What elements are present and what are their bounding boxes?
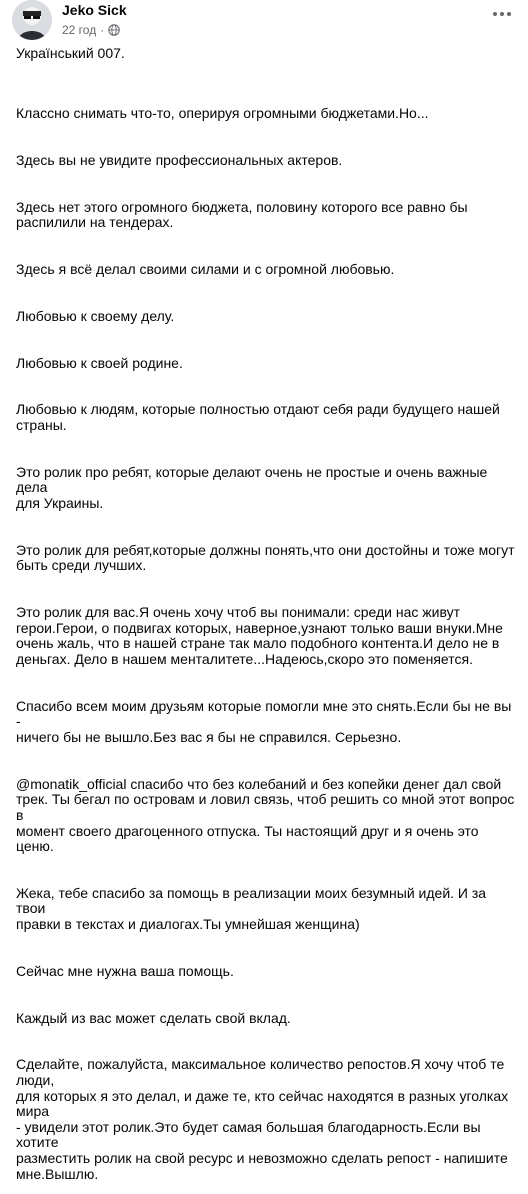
post-paragraph: Здесь нет этого огромного бюджета, половину которого все равно бы распилили на тендерах.: [16, 198, 468, 231]
avatar-image: [12, 0, 52, 40]
post-paragraph: Каждый из вас может сделать свой вклад.: [16, 1009, 291, 1026]
post-title: Український 007.: [16, 45, 125, 61]
post-body: [16, 44, 516, 1194]
post-paragraph: Жека, тебе спасибо за помощь в реализации моих безумный идей. И за твои правки в текстах и диалогах.Ты умнейшая женщина): [16, 884, 487, 933]
post-paragraph: Любовью к своей родине.: [16, 354, 183, 371]
post-paragraph: Сейчас мне нужна ваша помощь.: [16, 962, 234, 979]
post-paragraph: Это ролик про ребят, которые делают очень не простые и очень важные дела для Украины.: [16, 463, 488, 512]
author-avatar[interactable]: [12, 0, 52, 40]
more-options-icon: [492, 11, 512, 17]
post-paragraph: Сделайте, пожалуйста, максимальное количество репостов.Я хочу чтоб те люди, для которых я это делал, и даже те, кто сейчас находятся в разных уголках мира - увидели этот ролик.Это будет самая большая благодарность.Если вы хотите разместить ролик на свой ресурс и невозможно сделать репост - напишите мне.Вышлю.: [16, 1056, 509, 1182]
more-options-button[interactable]: [488, 4, 516, 24]
author-name[interactable]: Jeko Sick: [62, 2, 127, 18]
post-timestamp[interactable]: 22 год: [62, 23, 97, 37]
post-paragraph: Это ролик для ребят,которые должны понять,что они достойны и тоже могут быть среди лучших.: [16, 541, 515, 574]
post-paragraph: Любовью к людям, которые полностью отдают себя ради будущего нашей страны.: [16, 401, 500, 434]
post-paragraph: Это ролик для вас.Я очень хочу чтоб вы понимали: среди нас живут герои.Герои, о подвигах которых, наверное,узнают только ваши внуки.Мне очень жаль, что в нашей стране так мало подобного контента.И дело не в деньгах. Дело в нашем менталитете...Надеюсь,скоро это поменяется.: [16, 604, 503, 667]
post-paragraph: Здесь я всё делал своими силами и с огромной любовью.: [16, 261, 395, 278]
globe-icon[interactable]: [108, 24, 120, 36]
post-paragraph: Любовью к своему делу.: [16, 307, 175, 324]
post-text: [16, 75, 516, 1194]
post-meta: [62, 23, 120, 37]
post-paragraph: Классно снимать что-то, оперируя огромными бюджетами.Но...: [16, 105, 429, 122]
post-paragraph: Спасибо всем моим друзьям которые помогли мне это снять.Если бы не вы - ничего бы не вышло.Без вас я бы не справился. Серьезно.: [16, 697, 512, 745]
post-header: [12, 0, 516, 42]
post-paragraph: Здесь вы не увидите профессиональных актеров.: [16, 151, 343, 168]
meta-separator: ·: [100, 23, 105, 37]
post-paragraph: @monatik_official спасибо что без колебаний и без копейки денег дал свой трек. Ты бегал по островам и ловил связь, чтоб решить со мной этот вопрос в момент своего драгоценного отпуска. Ты настоящий друг и я очень это ценю.: [16, 775, 515, 855]
